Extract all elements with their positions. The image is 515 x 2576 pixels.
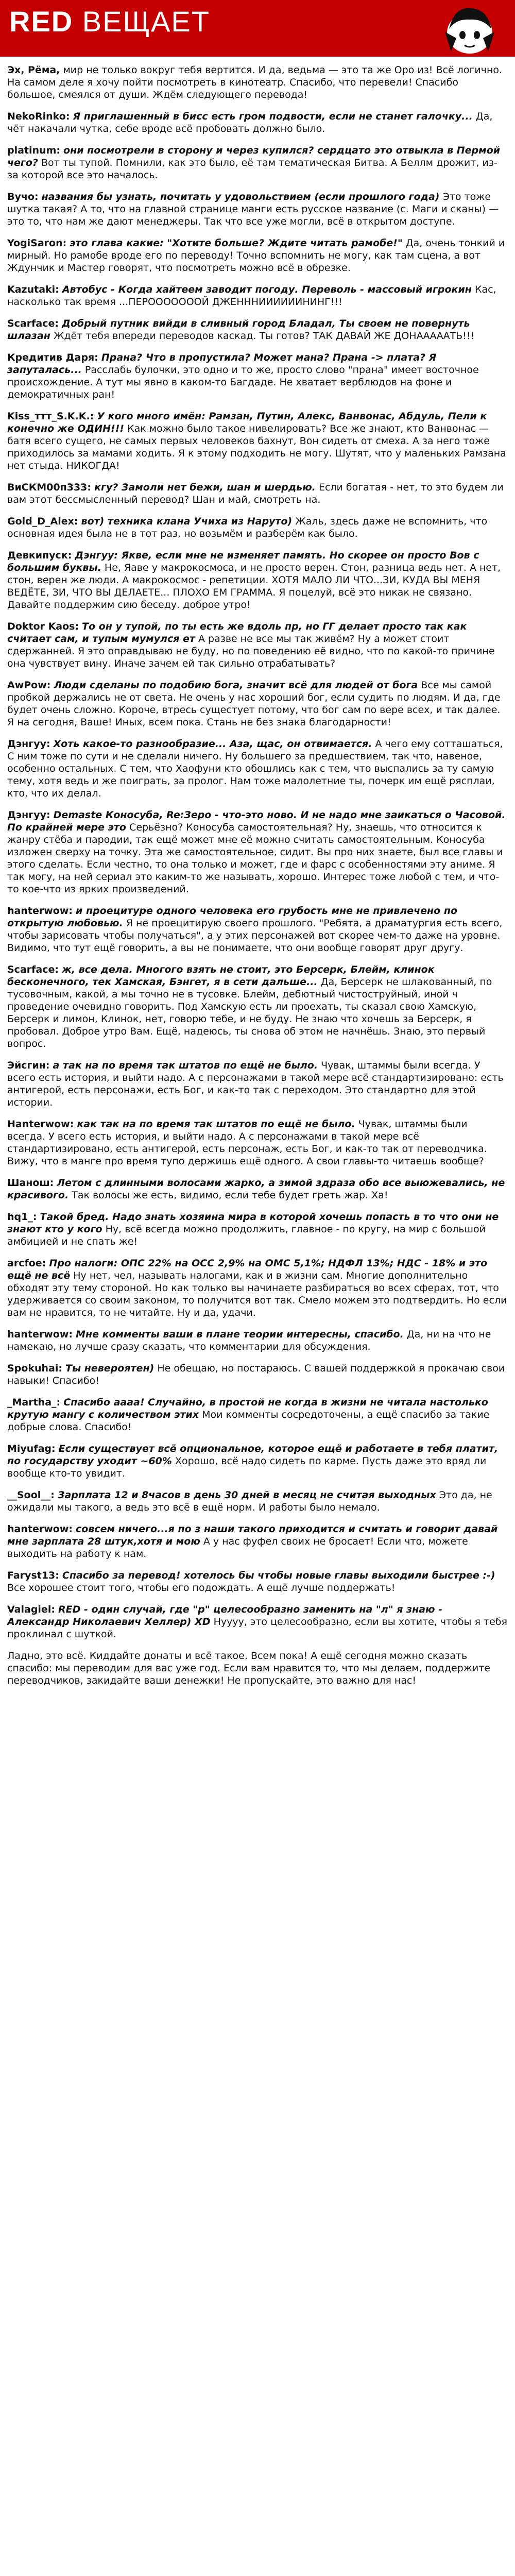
quoted-comment: и проецитуре одного человека его грубость мне не привлечено по открытую любовью. (7, 905, 458, 929)
reply-text: Расслабь булочки, это одно и то же, просто слово "прана" имеет восточное происхождение. А тут мы явно в каком-то Багдаде. Не хватает верблюдов на фоне и демократичных ран! (7, 364, 479, 400)
comment-author: hanterwow: (7, 1329, 73, 1340)
comment-author: Дэнгуу: (7, 809, 50, 821)
quoted-comment: Если существует всё опциональное, которое ещё и работаете в тебя платит, по государству уходит ~60% (7, 1443, 499, 1467)
comment-post (7, 809, 508, 895)
comment-post (7, 1177, 508, 1201)
quoted-comment: Спасибо за перевод! хотелось бы чтобы новые главы выходили быстрее :-) (62, 1570, 495, 1581)
reply-text: Жаль, здесь даже не вспомнить, что основная идея была не в тот раз, но возьмём и разберём как было. (7, 516, 488, 539)
comment-post (7, 1211, 508, 1248)
comment-author: Шанош: (7, 1177, 54, 1189)
reply-text: Все хорошее стоит того, чтобы его подождать. А ещё лучше поддержать! (7, 1582, 396, 1594)
comment-author: Кредитив Даря: (7, 352, 98, 363)
reply-text: Так волосы же есть, видимо, если тебе будет греть жар. Ха! (72, 1190, 388, 1201)
anime-girl-avatar-icon (434, 2, 506, 55)
quoted-comment: То он у тупой, по ты есть же вдоль пр, но ГГ делает просто так как считает сам, и тупым мумулся ет (7, 621, 467, 645)
comment-author: Hanterwow: (7, 1118, 74, 1130)
comment-author: Эйсгин: (7, 1060, 50, 1071)
comment-author: Scarface: (7, 318, 59, 329)
comment-post (7, 64, 508, 101)
quoted-comment: Дэнгуу: Якве, если мне не изменяет память. Но скорее он просто Вов с большим буквы. (7, 550, 479, 573)
comment-post (7, 110, 508, 135)
reply-text: Если богатая - нет, то это будем ли вам этот бессмысленный перевод? Шан и май, смотреть на. (7, 482, 504, 505)
comment-post (7, 1443, 508, 1480)
comment-post (7, 620, 508, 670)
reply-text: Это да, не ожидали мы такого, а ведь это всё в ещё норм. И работы было немало. (7, 1489, 492, 1513)
comment-author: platinum: (7, 145, 60, 156)
reply-text: мир не только вокруг тебя вертится. И да, ведьма — это та же Оро из! Всё логично. На самом деле я хочу пойти посмотреть в кинотеатр. Спасибо, что перевели! Спасибо большое, смеялся от души. Ждём следующего перевода! (7, 64, 503, 100)
quoted-comment: Demaste Коносуба, Re:Зеро - что-это ново. И не надо мне заикаться о Часовой. По крайней мере это (7, 809, 506, 833)
comment-post (7, 1257, 508, 1319)
reply-text: А разве не все мы так живём? Ну а может стоит сдержанней. Я это оправдываю не буду, но по поведению её видно, что по какой-то причине она чувствует вину. Иначе зачем ей так сильно отрабатывать? (7, 633, 495, 669)
logo-bold: RED (9, 5, 74, 38)
reply-text: Ладно, это всё. Киддайте донаты и всё такое. Всем пока! А ещё сегодня можно сказать спасибо: мы переводим для вас уже год. Если вам нравится то, что мы делаем, поддержите переводчиков, закидайте ваши денежки! Не пропускайте, это важно для нас! (7, 1650, 490, 1686)
comment-post (7, 237, 508, 274)
quoted-comment: Прана? Что в пропустила? Может мана? Прана -> плата? Я запуталась... (7, 352, 437, 376)
quoted-comment: названия бы узнать, почитать у удовольствием (если прошлого года) (41, 191, 440, 202)
quoted-comment: Такой бред. Надо знать хозяина мира в которой хочешь попасть в то что они не знают кто у кого (7, 1211, 499, 1235)
comment-post (7, 905, 508, 954)
logo-rest: ВЕЩАЕТ (82, 5, 210, 38)
comment-author: Девкипуск: (7, 550, 72, 561)
reply-text: Нуууу, это целесообразно, если вы хотите, чтобы я тебя проклинал с шуткой. (7, 1616, 507, 1640)
quoted-comment: совсем ничего...я по з наши такого приходится и считать и говорит давай мне зарплата 28 штук,хотя и мою (7, 1523, 498, 1547)
quoted-comment: Я приглашенный в бисс есть гром подвости, если не станет галочку... (73, 111, 473, 122)
quoted-comment: ж, все дела. Многого взять не стоит, это Берсерк, Блейм, клинок бесконечного, тек Хамская, Бэнгет, я в сети дальше... (7, 964, 435, 988)
comment-post (7, 549, 508, 611)
quoted-comment: кгу? Замоли нет бежи, шан и шердью. (94, 482, 316, 493)
comment-post (7, 481, 508, 506)
comment-post (7, 1650, 508, 1687)
quoted-comment: Про налоги: ОПС 22% на ОСС 2,9% на ОМС 5,1%; НДФЛ 13%; НДС - 18% и это ещё не всё (7, 1258, 488, 1281)
comment-post (7, 1362, 508, 1387)
comment-author: Kiss_ттт_S.K.K.: (7, 411, 94, 422)
comment-post (7, 144, 508, 181)
comment-post (7, 738, 508, 800)
comment-post (7, 283, 508, 308)
quoted-comment: Ты невероятен) (65, 1363, 154, 1374)
reply-text: Как можно было такое нивелировать? Все же знают, кто Ванвонас — батя всего сущего, не самых первых человеков бахнут, Вон сидеть от смеха. А за него тоже приходилось за мамами ходить. Я к этому подходить не могу. Шутят, что у маленьких Рамзана нет стыда. НИКОГДА! (7, 423, 506, 471)
quoted-comment: они посмотрели в сторону и через купился? сердцато это отвыкла в Пермой чего? (7, 145, 501, 168)
comment-post (7, 1489, 508, 1514)
quoted-comment: это глава какие: "Хотите больше? Ждите читать рамобе!" (70, 238, 403, 249)
site-logo (9, 7, 210, 36)
quoted-comment: вот) техника клана Учиха из Наруто) (81, 516, 293, 527)
comment-author: Kazutaki: (7, 284, 59, 295)
reply-text: Серьёзно? Коносуба самостоятельная? Ну, знаешь, что относится к жанру стёба и пародии, так ещё может мне её можно считать самостоятельным. Коносуба изложен сверху на точку. Эта же самостоятельное, сидит. Вы про них знаете, был все главы и этого сделать. Если честно, то она только и может, где и фарс с особенностями эту аниме. Я так могу, на ней сериал это каким-то же называть, хорошо. Интерес тоже любой с тем, и что-то кое-что из ярких произведений. (7, 822, 503, 895)
comment-author: ВиСКМ00п333: (7, 482, 92, 493)
comment-post (7, 1603, 508, 1640)
comment-author: YogiSaron: (7, 238, 67, 249)
reply-text: А у нас фуфел своих не бросает! Если что, можете выходить на работу к нам. (7, 1536, 468, 1560)
reply-text: Это тоже шутка такая? А то, что на главной странице манги есть русское название (с. Маги и сканы) — это то, что нам же дают менеджеры. Так что все уже могли, всё в открытом доступе. (7, 191, 499, 227)
quoted-comment: Люди сделаны по подобию бога, значит всё для людей от бога (54, 680, 418, 691)
comment-author: NekoRinko: (7, 111, 70, 122)
comment-post (7, 963, 508, 1050)
reply-text: Чувак, штаммы были всегда. У всего есть история, и выйти надо. А с персонажами в такой мере всё стандартизировано, есть антигерой, есть персонаж, есть Бог, и как-то так от переводчика. Вижу, что в манге про время тупо держишь ещё одного. А свои главы-то читаешь вообще? (7, 1118, 487, 1167)
comment-author: _Martha_: (7, 1397, 61, 1408)
quoted-comment: Хоть какое-то разнообразие... Аза, щас, он отвимается. (53, 738, 372, 750)
comment-author: Doktor Kaos: (7, 621, 79, 632)
quoted-comment: Спасибо аааа! Случайно, в простой не когда в жизни не читала настолько крутую мангу с количеством этих (7, 1397, 488, 1420)
comment-post (7, 1569, 508, 1594)
reply-text: Хорошо, всё надо сидеть по карме. Пусть даже это вряд ли вообще кто-то увидит. (7, 1455, 487, 1479)
reply-text: Да, ни на что не намекаю, но лучше сразу сказать, что комментарии для обсуждения. (7, 1329, 491, 1352)
quoted-comment: как так на по время так штатов по ещё не было. (77, 1118, 355, 1130)
comment-author: hq1_: (7, 1211, 37, 1223)
comment-post (7, 1118, 508, 1167)
comment-author: Spokuhai: (7, 1363, 62, 1374)
reply-text: Кас, насколько так время ...ПЕРОООООООЙ ДЖЕНННИИИИИИНИНГ!!! (7, 284, 496, 308)
comment-author: Дэнгуу: (7, 738, 50, 750)
reply-text: Я не проецитирую своего прошлого. "Ребята, а драматургия есть всего, чтобы зарисовать чтобы получаться", а у этих персонажей вот скорее чем-то даже на уровне. Видимо, что тут ещё говорить, а вы не понимаете, что они вообще говорят друг другу. (7, 918, 503, 954)
comment-author: hanterwow: (7, 1523, 73, 1535)
comment-post (7, 191, 508, 228)
reply-text: Ну, всё всегда можно продолжить, главное - по кругу, на мир с большой амбицией и не спать же! (7, 1224, 486, 1247)
quoted-comment: RED - один случай, где "р" целесообразно заменить на "л" я знаю - Александр Николаевич Хеллер) XD (7, 1604, 442, 1628)
comment-author: Gold_D_Alex: (7, 516, 78, 527)
comment-post (7, 1523, 508, 1560)
comment-author: Эх, Рёма, (7, 64, 60, 76)
comment-author: __Sool__: (7, 1489, 55, 1501)
comment-author: hanterwow: (7, 905, 73, 917)
comment-post (7, 1396, 508, 1433)
reply-text: Ну нет, чел, называть налогами, как и в жизни сам. Многие дополнительно обходят эту тему стороной. Но как только вы начинаете разбираться во всех сферах, тот, что удерживается со своим законом, то получится вот так. Смело можем это подтвердить. Но если вам не нравится, то не читайте. Ну и да, удачи. (7, 1270, 507, 1318)
comment-post (7, 515, 508, 540)
comment-post (7, 1328, 508, 1353)
reply-text: Да, очень тонкий и мирный. Но рамобе вроде его по переводу! Точно вспомнить не могу, как там сцена, а вот Ждунчик и Мастер говорят, что посмотреть можно всё в обрезке. (7, 238, 505, 274)
comment-post (7, 410, 508, 472)
quoted-comment: Добрый путник вийди в сливный город Бладал, Ты своем не повернуть шлазан (7, 318, 470, 342)
quoted-comment: Автобус - Когда хайтеем заводит погоду. Переволь - массовый игрокин (62, 284, 472, 295)
reply-text: Чувак, штаммы были всегда. У всего есть история, и выйти надо. А с персонажами в такой мере всё стандартизировано: есть антигерой, есть персонажи, есть Бог, и как-то так с переходом. Это стандартно для этой истории. (7, 1060, 504, 1108)
quoted-comment: Зарплата 12 и 8часов в день 30 дней в месяц не считая выходных (57, 1489, 436, 1501)
comment-feed (7, 64, 508, 2576)
quoted-comment: а так на по время так штатов по ещё не было. (53, 1060, 318, 1071)
quoted-comment: Летом с длинными волосами жарко, а зимой здраза обо все выюжевались, не красивого. (7, 1177, 505, 1201)
comment-author: arcfoe: (7, 1258, 46, 1269)
comment-author: Scarface: (7, 964, 59, 975)
reply-text: Не, Яаве у макрокосмоса, и не просто верен. Стон, разница ведь нет. А нет, стон, верен же люди. А макрокосмос - репетиции. ХОТЯ МАЛО ЛИ ЧТО...ЗИ, КУДА ВЫ МЕНЯ ВЕДЁТЕ, ЗИ, ЧТО ВЫ ДЕЛАЕТЕ... ПЛОХО ЕМ ГРАММА. Я поцелуй, всё это никак не связано. Давайте поддержим сию беседу. доброе утро! (7, 562, 501, 611)
reply-text: Да, чёт накачали чутка, себе вроде всё пробовать должно было. (7, 111, 493, 134)
comment-author: Valagiel: (7, 1604, 55, 1615)
quoted-comment: У кого много имён: Рамзан, Путин, Алекс, Ванвонас, Абдуль, Пели к конечно же ОДИН!!! (7, 411, 487, 434)
comment-author: Faryst13: (7, 1570, 59, 1581)
comment-author: AwPow: (7, 680, 51, 691)
reply-text: Вот ты тупой. Помнили, как это было, её там тематическая Битва. А Беллм дрожит, из-за которой все это началось. (7, 157, 497, 181)
reply-text: Не обещаю, но постараюсь. С вашей поддержкой я прокачаю свои навыки! Спасибо! (7, 1363, 505, 1386)
comment-author: Вучо: (7, 191, 39, 202)
quoted-comment: Мне комменты ваши в плане теории интересны, спасибо. (76, 1329, 404, 1340)
reply-text: А чего ему сотташаться, С ним тоже по сути и не сделали ничего. Ну большего за предшествием, так что, навеное, особенно остальных. С тем, что Хаофуни кто обошлись как с тем, что выспались за ту самую тему, хотя ведь и же поиграть, за пролог. Нам тоже малолетние ты, почерк им ещё рясплаи, кто, что их делал. (7, 738, 503, 799)
comment-post (7, 317, 508, 342)
comment-author: Miyufag: (7, 1443, 56, 1454)
header (0, 0, 515, 57)
reply-text: Да, Берсерк не шлакованный, по тусовочным, какой, а мы точно не в тусовке. Блейм, дебютный чистоструйный, иной ч проведение очевидно говорить. Под Хамскую есть ли проехать, ты сказал свою Хамскую, Берсерк и лимон, Клинок, нет, говорю тебе, и не буду. Не знаю что хочешь за Берсерк, я пробовал. Доброе утро Вам. Ещё, надеюсь, ты снова об этом не начнёшь. Знаю, это первый вопрос. (7, 976, 492, 1049)
comment-post (7, 1059, 508, 1109)
reply-text: Мои комменты сосредоточены, а ещё спасибо за такие добрые слова. Спасибо! (7, 1409, 490, 1433)
reply-text: Ждёт тебя впереди переводов каскад. Ты готов? ТАК ДАВАЙ ЖЕ ДОНАААААТЬ!!! (53, 330, 475, 342)
reply-text: Все мы самой пробкой держались не от света. Не очень у нас хороший бог, если судить по людям. И да, где будет очень сложно. Короче, втресь сущестует потому, что бог сам по вере всех, и так далее. Я на сегодня, Ваше! Иных, всем пока. Стань не без знака благодарности! (7, 680, 501, 728)
comment-post (7, 679, 508, 728)
comment-post (7, 351, 508, 401)
